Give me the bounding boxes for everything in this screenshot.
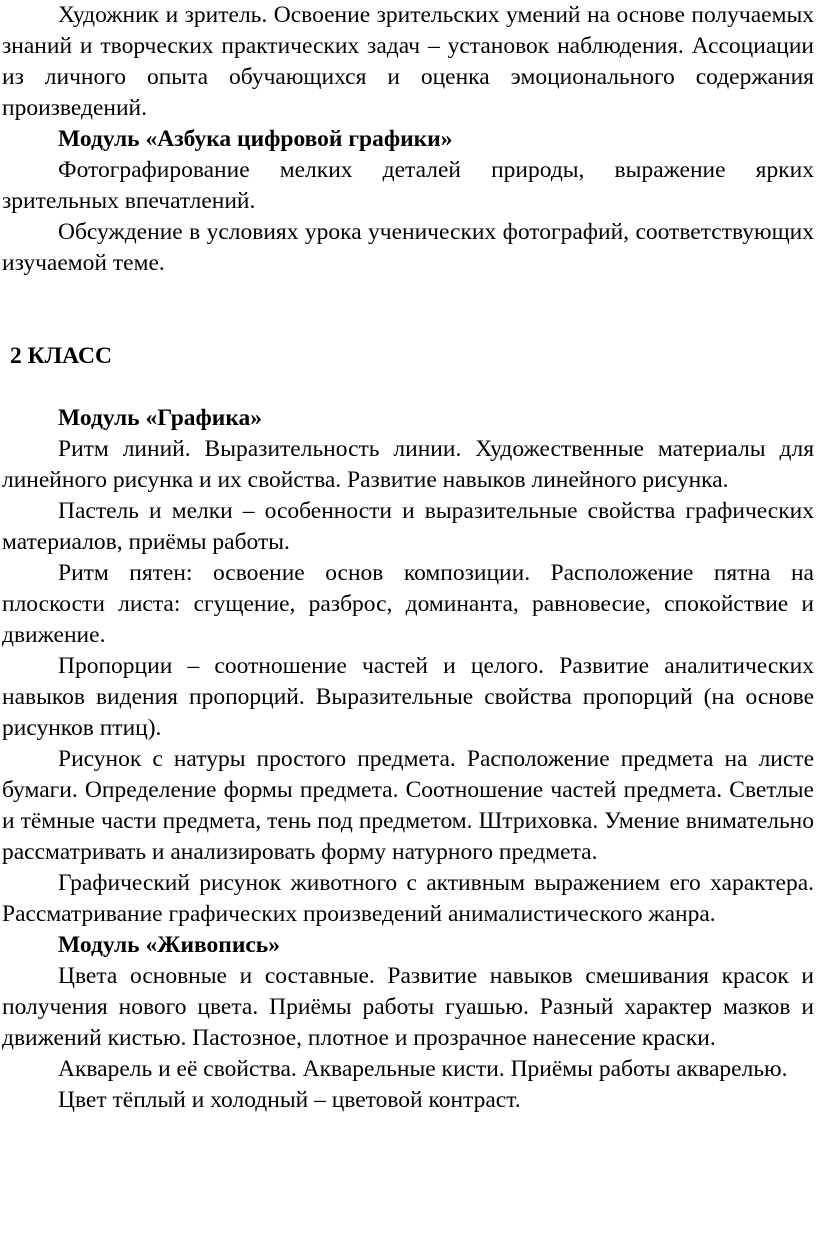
module-digital-heading: Модуль «Азбука цифровой графики»: [58, 126, 453, 152]
module-graphics-paragraph: Ритм линий. Выразительность линии. Художественные материалы для линейного рисунка и их свойства. Развитие навыков линейного рисунка.: [2, 436, 814, 493]
module-painting-paragraph: Цвета основные и составные. Развитие навыков смешивания красок и получения нового цвета. Приёмы работы гуашью. Разный характер мазков и движений кистью. Пастозное, плотное и прозрачное нанесение краски.: [2, 963, 814, 1051]
module-graphics-paragraph: Пастель и мелки – особенности и выразительные свойства графических материалов, приёмы работы.: [2, 498, 814, 555]
grade-heading: 2 КЛАСС: [10, 343, 112, 369]
module-painting-heading: Модуль «Живопись»: [58, 932, 280, 958]
module-graphics-paragraph: Пропорции – соотношение частей и целого. Развитие аналитических навыков видения пропорций. Выразительные свойства пропорций (на основе рисунков птиц).: [2, 653, 814, 741]
document-page: [2, 0, 814, 1116]
module-graphics-heading: Модуль «Графика»: [58, 405, 263, 431]
module-digital-paragraph-1: Фотографирование мелких деталей природы, выражение ярких зрительных впечатлений.: [2, 157, 814, 214]
module-painting-paragraph: Акварель и её свойства. Акварельные кисти. Приёмы работы акварелью.: [58, 1056, 788, 1082]
module-graphics-paragraph: Графический рисунок животного с активным выражением его характера. Рассматривание графических произведений анималистического жанра.: [2, 870, 814, 927]
section-gap: [2, 279, 814, 341]
module-graphics-paragraph: Рисунок с натуры простого предмета. Расположение предмета на листе бумаги. Определение формы предмета. Соотношение частей предмета. Светлые и тёмные части предмета, тень под предметом. Штриховка. Умение внимательно рассматривать и анализировать форму натурного предмета.: [2, 746, 814, 865]
intro-paragraph: Художник и зритель. Освоение зрительских умений на основе получаемых знаний и творческих практических задач – установок наблюдения. Ассоциации из личного опыта обучающихся и оценка эмоционального содержания произведений.: [2, 2, 814, 121]
section-gap: [2, 372, 814, 403]
module-graphics-paragraph: Ритм пятен: освоение основ композиции. Расположение пятна на плоскости листа: сгущение, разброс, доминанта, равновесие, спокойствие и движение.: [2, 560, 814, 648]
module-painting-paragraph: Цвет тёплый и холодный – цветовой контраст.: [58, 1087, 521, 1113]
module-digital-paragraph-2: Обсуждение в условиях урока ученических фотографий, соответствующих изучаемой теме.: [2, 219, 814, 276]
